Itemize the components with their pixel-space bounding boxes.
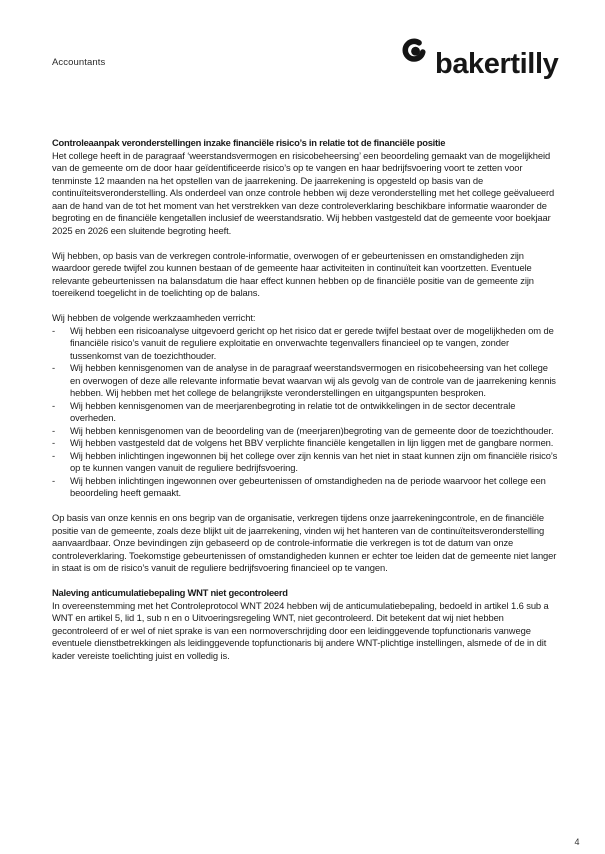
page-number: 4 — [574, 837, 580, 847]
section-heading-wnt: Naleving anticumulatiebepaling WNT niet gecontroleerd — [52, 587, 288, 598]
section-heading-controleaanpak: Controleaanpak veronderstellingen inzake financiële risico’s in relatie tot de financiële positie — [52, 137, 446, 148]
bullet-marker: - — [52, 424, 56, 436]
list-item — [52, 475, 559, 500]
header-department-label: Accountants — [52, 57, 106, 68]
list-item-text: Wij hebben kennisgenomen van de analyse in de paragraaf weerstandsvermogen en risicobeheersing van het college en overwogen of deze alle relevante informatie bevat waarvan wij als gevolg van de controle van de jaarrekening kennis hebben. Wij hebben met het college de belangrijkste veronderstellingen en uitgangspunten besproken. — [70, 362, 556, 398]
list-intro: Wij hebben de volgende werkzaamheden verricht: — [52, 312, 256, 323]
paragraph-conclusie: Op basis van onze kennis en ons begrip van de organisatie, verkregen tijdens onze jaarrekeningcontrole, en de financiële positie van de gemeente, zoals deze blijkt uit de jaarrekening, vinden wij het hanteren van de continuïteitsveronderstelling aanvaardbaar. Onze bevindingen zijn gebaseerd op de controle-informatie die verkregen is tot de datum van onze controleverklaring. Toekomstige gebeurtenissen of omstandigheden kunnen er echter toe leiden dat de gemeente niet langer in staat is om de risico’s vanuit de reguliere bedrijfsvoering financieel op te vangen. — [52, 512, 557, 573]
bullet-marker: - — [52, 362, 56, 373]
list-item — [52, 437, 559, 450]
paragraph-beoordeling: Het college heeft in de paragraaf ‘weerstandsvermogen en risicobeheersing’ een beoordeling gemaakt van de mogelijkheid van de gemeente om de door haar geïdentificeerde risico’s op te vangen en haar bedrijfsvoering voort te zetten voor tenminste 12 maanden na het opstellen van de jaarrekening. De jaarrekening is opgesteld op basis van de continuïteitsveronderstelling. Als onderdeel van onze controle hebben wij deze veronderstelling met het college geëvalueerd aan de hand van de tot het moment van het verstrekken van deze controleverklaring beschikbare informatie waaronder de begroting en de financiële kengetallen inclusief de weerstandsratio. Wij hebben vastgesteld dat de gemeente voor boekjaar 2025 en 2026 een sluitende begroting heeft. — [52, 149, 555, 236]
brand-wordmark: bakertilly — [435, 48, 559, 80]
list-item — [52, 362, 559, 400]
bullet-marker: - — [52, 399, 56, 411]
list-item-text: Wij hebben vastgesteld dat de volgens het BBV verplichte financiële kengetallen in lijn liggen met de gangbare normen. — [70, 437, 554, 448]
list-item — [52, 325, 559, 363]
list-item-text: Wij hebben inlichtingen ingewonnen bij het college over zijn kennis van het niet in staat kunnen zijn om financiële risico’s op te kunnen vangen vanuit de reguliere bedrijfsvoering. — [70, 449, 558, 473]
bullet-marker: - — [52, 437, 56, 448]
werkzaamheden-list — [52, 325, 559, 500]
bullet-marker: - — [52, 324, 56, 336]
list-item-text: Wij hebben kennisgenomen van de beoordeling van de (meerjaren)begroting van de gemeente door de toezichthouder. — [70, 424, 554, 436]
brand-logo — [402, 34, 558, 79]
bullet-marker: - — [52, 449, 56, 461]
paragraph-gebeurtenissen: Wij hebben, op basis van de verkregen controle-informatie, overwogen of er gebeurtenissen en omstandigheden zijn waardoor gerede twijfel zou kunnen bestaan of de gemeente haar activiteiten in continuïteit kan voortzetten. Eventuele relevante gebeurtenissen na balansdatum die haar effect kunnen hebben op de financiële positie van de gemeente zijn toereikend toegelicht in de toelichting op de balans. — [52, 249, 534, 298]
list-item — [52, 425, 559, 438]
list-item-text: Wij hebben inlichtingen ingewonnen over gebeurtenissen of omstandigheden na de periode waarvoor het college een beoordeling heeft gemaakt. — [70, 474, 546, 498]
list-item-text: Wij hebben kennisgenomen van de meerjarenbegroting in relatie tot de ontwikkelingen in de sector decentrale overheden. — [70, 399, 516, 423]
bakertilly-logo-icon — [402, 34, 427, 65]
list-item-text: Wij hebben een risicoanalyse uitgevoerd gericht op het risico dat er gerede twijfel bestaat over de mogelijkheden om de financiële risico’s vanuit de reguliere exploitatie en onverwachte tegenvallers financieel op te vangen, zonder tussenkomst van de toezichthouder. — [70, 324, 554, 361]
paragraph-wnt: In overeenstemming met het Controleprotocol WNT 2024 hebben wij de anticumulatiebepaling, bedoeld in artikel 1.6 sub a WNT en artikel 5, lid 1, sub n en o Uitvoeringsregeling WNT, niet gecontroleerd. Dit betekent dat wij niet hebben gecontroleerd of er wel of niet sprake is van een normoverschrijding door een leidinggevende topfunctionaris vanwege eventuele dienstbetrekkingen als leidinggevende topfunctionaris bij andere WNT-plichtige instellingen, alsmede of de in dit kader vereiste toelichting juist en volledig is. — [52, 599, 549, 661]
content-area — [52, 137, 559, 675]
bullet-marker: - — [52, 474, 56, 486]
list-item — [52, 450, 559, 475]
list-item — [52, 400, 559, 425]
